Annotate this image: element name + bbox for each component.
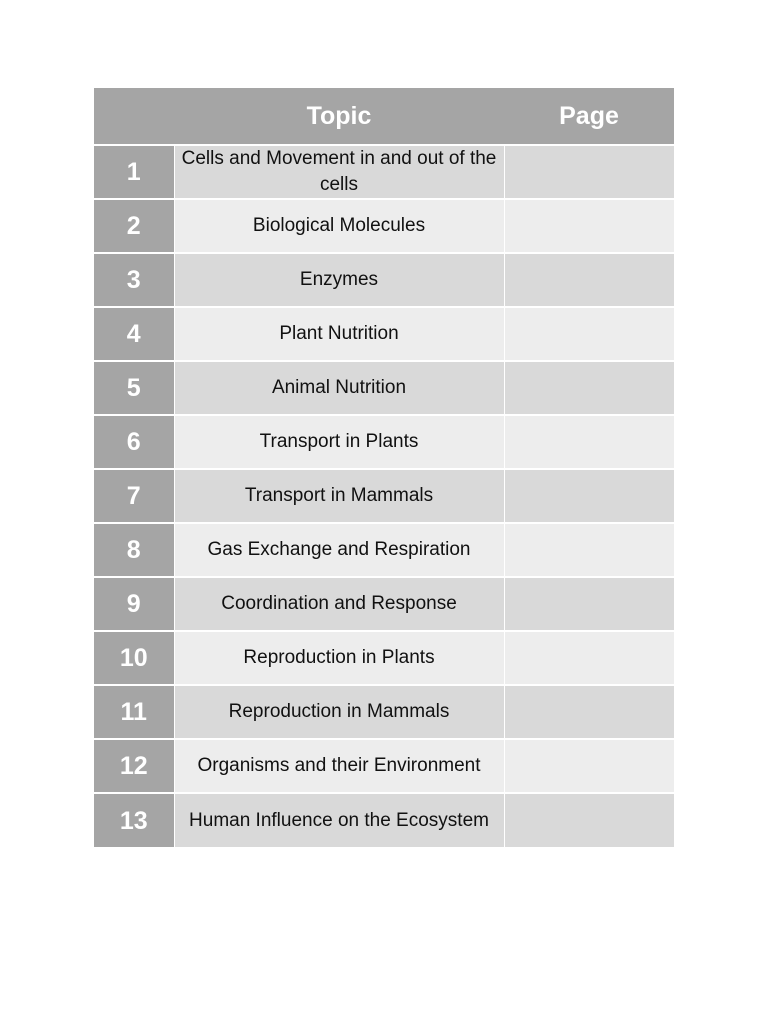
table-row [94,199,674,253]
row-topic: Enzymes [174,253,504,307]
row-topic: Cells and Movement in and out of the cells [174,145,504,199]
row-topic: Reproduction in Plants [174,631,504,685]
table-row [94,469,674,523]
row-page [504,631,674,685]
table-header-row [94,88,674,145]
table-row [94,577,674,631]
row-topic: Biological Molecules [174,199,504,253]
row-number: 3 [94,253,174,307]
row-page [504,523,674,577]
row-page [504,145,674,199]
row-number: 11 [94,685,174,739]
table-row [94,415,674,469]
table-row [94,307,674,361]
row-page [504,685,674,739]
row-number: 12 [94,739,174,793]
row-page [504,577,674,631]
row-page [504,361,674,415]
table-row [94,685,674,739]
row-number: 10 [94,631,174,685]
row-topic: Plant Nutrition [174,307,504,361]
row-topic: Transport in Plants [174,415,504,469]
header-page: Page [504,88,674,145]
row-page [504,253,674,307]
table-row [94,361,674,415]
header-topic: Topic [174,88,504,145]
row-page [504,793,674,847]
row-topic: Transport in Mammals [174,469,504,523]
row-topic: Reproduction in Mammals [174,685,504,739]
row-topic: Organisms and their Environment [174,739,504,793]
table-row [94,253,674,307]
row-page [504,199,674,253]
row-number: 7 [94,469,174,523]
header-number [94,88,174,145]
row-topic: Animal Nutrition [174,361,504,415]
row-topic: Coordination and Response [174,577,504,631]
row-number: 5 [94,361,174,415]
row-page [504,415,674,469]
table-row [94,145,674,199]
topics-table [94,88,674,847]
row-number: 8 [94,523,174,577]
row-number: 4 [94,307,174,361]
row-number: 1 [94,145,174,199]
row-number: 2 [94,199,174,253]
row-number: 13 [94,793,174,847]
row-page [504,739,674,793]
row-topic: Gas Exchange and Respiration [174,523,504,577]
row-topic: Human Influence on the Ecosystem [174,793,504,847]
row-number: 9 [94,577,174,631]
table-row [94,523,674,577]
row-page [504,469,674,523]
row-number: 6 [94,415,174,469]
table-row [94,793,674,847]
table-row [94,631,674,685]
table-row [94,739,674,793]
row-page [504,307,674,361]
